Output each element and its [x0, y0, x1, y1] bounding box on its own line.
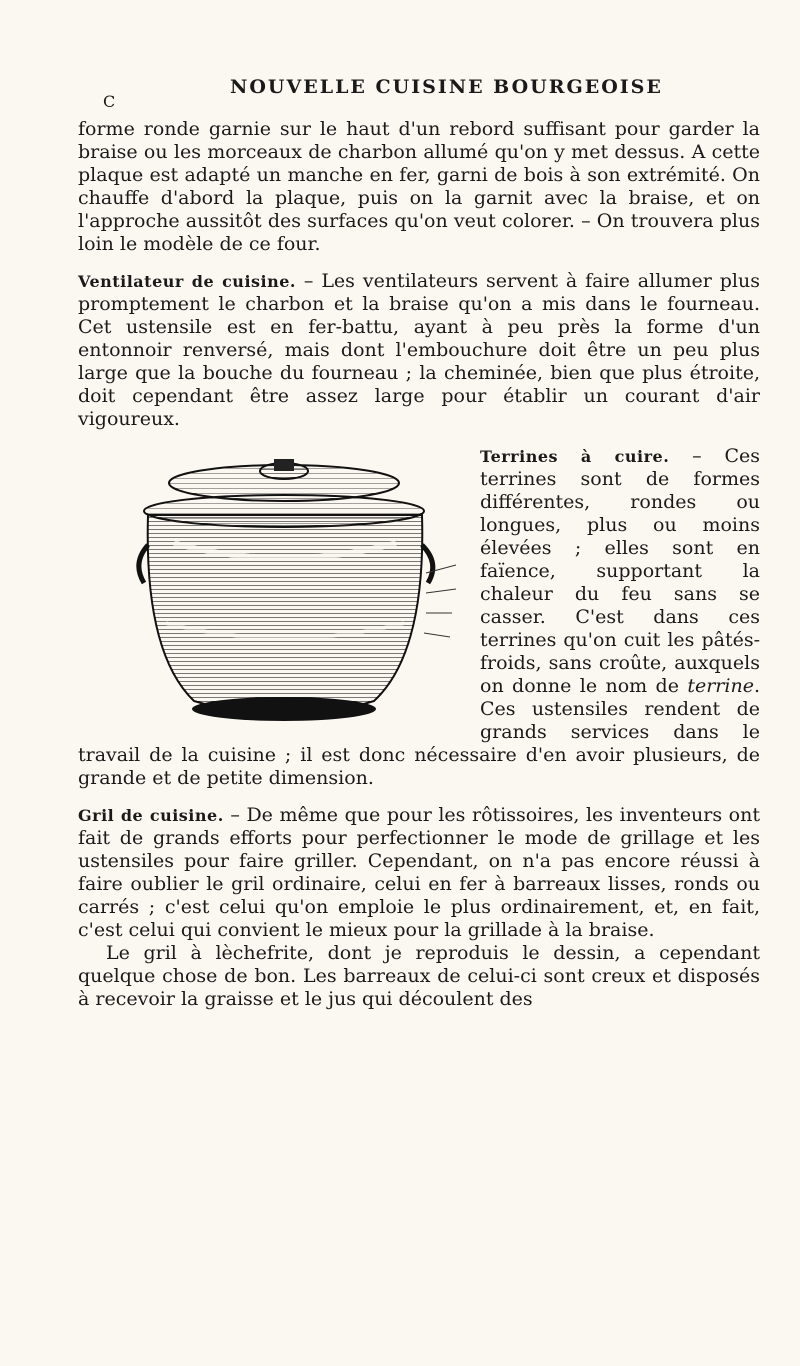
terrines-text-before: – Ces terrines sont de formes différentes, rondes ou longues, plus ou moins élevées ; elles sont en faïence, supportant la chaleur du feu sans se casser. C'est dans ces terrines qu'on cuit les pâtés-froids, sans croûte, auxquels on donne le nom de	[480, 445, 760, 697]
terrine-drawing	[134, 453, 464, 733]
page-folio: C	[103, 92, 117, 111]
terrines-text-after: . Ces ustensiles rendent de grands services dans le travail de la cuisine ; il est donc nécessaire d'en avoir plusieurs, de grande et de petite dimension.	[78, 675, 760, 789]
paragraph-four	[78, 118, 760, 256]
terrines-heading: Terrines à cuire.	[480, 447, 670, 466]
paragraph-gril-2	[78, 942, 760, 1011]
terrines-term: terrine	[687, 675, 754, 697]
gril-text: – De même que pour les rôtissoires, les inventeurs ont fait de grands efforts pour perfectionner le mode de grillage et les ustensiles pour faire griller. Cependant, on n'a pas encore réussi à faire oublier le gril ordinaire, celui en fer à barreaux lisses, ronds ou carrés ; c'est celui qu'on emploie le plus ordinairement, et, en fait, c'est celui qui convient le mieux pour la grillade à la braise.	[78, 804, 760, 941]
gril-heading: Gril de cuisine.	[78, 806, 224, 825]
terrine-illustration	[134, 453, 464, 733]
paragraph-terrines	[78, 445, 760, 790]
paragraph-ventilateur	[78, 270, 760, 431]
ventilateur-text: – Les ventilateurs servent à faire allumer plus promptement le charbon et la braise qu'on a mis dans le fourneau. Cet ustensile est en fer-battu, ayant à peu près la forme d'un entonnoir renversé, mais dont l'embouchure doit être un peu plus large que la bouche du fourneau ; la cheminée, bien que plus étroite, doit cependant être assez large pour établir un courant d'air vigoureux.	[78, 270, 760, 430]
ventilateur-heading: Ventilateur de cuisine.	[78, 272, 296, 291]
paragraph-gril	[78, 804, 760, 942]
body-text	[78, 118, 760, 1011]
gril-text-2: Le gril à lèchefrite, dont je reproduis le dessin, a cependant quelque chose de bon. Les barreaux de celui-ci sont creux et disposés à recevoir la graisse et le jus qui découlent des	[78, 942, 760, 1010]
running-head: NOUVELLE CUISINE BOURGEOISE	[230, 76, 663, 98]
four-text: forme ronde garnie sur le haut d'un rebord suffisant pour garder la braise ou les morceaux de charbon allumé qu'on y met dessus. A cette plaque est adapté un manche en fer, garni de bois à son extrémité. On chauffe d'abord la plaque, puis on la garnit avec la braise, et on l'approche aussitôt des surfaces qu'on veut colorer. – On trouvera plus loin le modèle de ce four.	[78, 118, 760, 255]
